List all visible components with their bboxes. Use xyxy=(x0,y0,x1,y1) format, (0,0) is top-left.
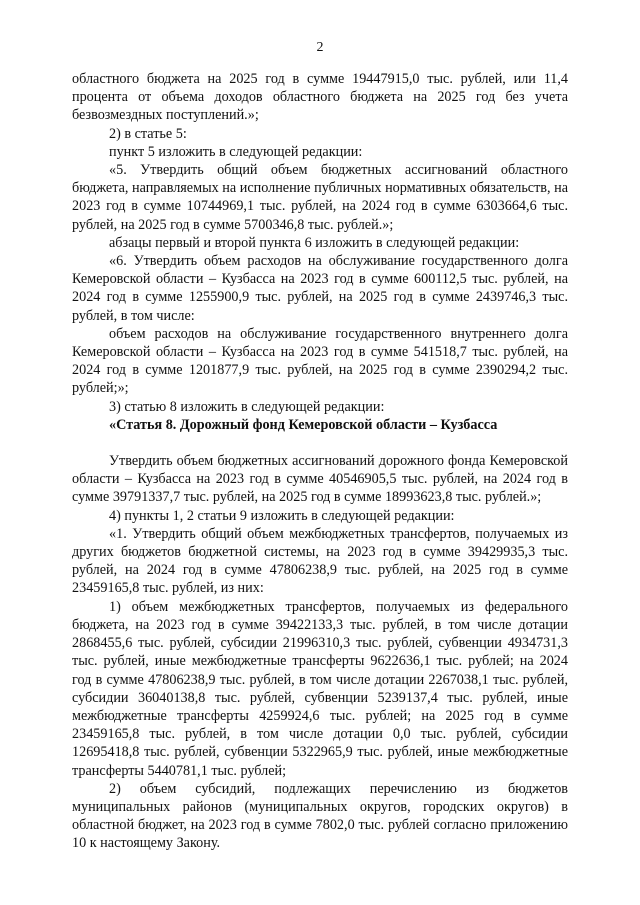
paragraph: «6. Утвердить объем расходов на обслуживание государственного долга Кемеровской области – Кузбасса на 2023 год в сумме 600112,5 тыс. рублей, на 2024 год в сумме 1255900,9 тыс. рублей, на 2025 год в сумме 2439746,3 тыс. рублей, в том числе: xyxy=(72,253,568,324)
paragraph: объем расходов на обслуживание государственного внутреннего долга Кемеровской области – Кузбасса на 2023 год в сумме 541518,7 тыс. рублей, на 2024 год в сумме 1201877,9 тыс. рублей, на 2025 год в сумме 2390294,2 тыс. рублей;»; xyxy=(72,325,568,397)
article-heading: «Статья 8. Дорожный фонд Кемеровской области – Кузбасса xyxy=(109,416,498,433)
list-item: 2) в статье 5: xyxy=(109,125,187,142)
paragraph: 1) объем межбюджетных трансфертов, получаемых из федерального бюджета, на 2023 год в сумме 39422133,3 тыс. рублей, в том числе дотации 2868455,6 тыс. рублей, субсидии 21996310,3 тыс. рублей, субвенции 4934731,3 тыс. рублей, иные межбюджетные трансферты 9622636,1 тыс. рублей; на 2024 год в сумме 47806238,9 тыс. рублей, в том числе дотации 2267038,1 тыс. рублей, субсидии 36040138,8 тыс. рублей, субвенции 5239137,4 тыс. рублей, иные межбюджетные трансферты 4259924,6 тыс. рублей; на 2025 год в сумме 23459165,8 тыс. рублей, в том числе дотации 0,0 тыс. рублей, субсидии 12695418,8 тыс. рублей, субвенции 5322965,9 тыс. рублей, иные межбюджетные трансферты 5440781,1 тыс. рублей; xyxy=(72,598,568,779)
paragraph: Утвердить объем бюджетных ассигнований дорожного фонда Кемеровской области – Кузбасса на 2023 год в сумме 40546905,5 тыс. рублей, на 2024 год в сумме 39791337,7 тыс. рублей, на 2025 год в сумме 18993623,8 тыс. рублей.»; xyxy=(72,453,568,506)
document-body xyxy=(72,70,568,853)
paragraph: «5. Утвердить общий объем бюджетных ассигнований областного бюджета, направляемых на исполнение публичных нормативных обязательств, на 2023 год в сумме 10744969,1 тыс. рублей, на 2024 год в сумме 6303664,6 тыс. рублей, на 2025 год в сумме 5700346,8 тыс. рублей.»; xyxy=(72,162,568,233)
paragraph: «1. Утвердить общий объем межбюджетных трансфертов, получаемых из других бюджетов бюджетной системы, на 2023 год в сумме 39429935,3 тыс. рублей, на 2024 год в сумме 47806238,9 тыс. рублей, на 2025 год в сумме 23459165,8 тыс. рублей, из них: xyxy=(72,525,568,597)
page-number: 2 xyxy=(316,40,324,55)
paragraph: областного бюджета на 2025 год в сумме 19447915,0 тыс. рублей, или 11,4 процента от объема доходов областного бюджета на 2025 год без учета безвозмездных поступлений.»; xyxy=(72,71,568,124)
paragraph: абзацы первый и второй пункта 6 изложить в следующей редакции: xyxy=(109,234,520,251)
spacer xyxy=(72,434,568,452)
paragraph: 2) объем субсидий, подлежащих перечислению из бюджетов муниципальных районов (муниципальных округов, городских округов) в областной бюджет, на 2023 год в сумме 7802,0 тыс. рублей согласно приложению 10 к настоящему Закону. xyxy=(72,780,568,852)
paragraph: пункт 5 изложить в следующей редакции: xyxy=(109,143,363,160)
list-item: 3) статью 8 изложить в следующей редакции: xyxy=(109,398,385,415)
list-item: 4) пункты 1, 2 статьи 9 изложить в следующей редакции: xyxy=(109,507,455,524)
